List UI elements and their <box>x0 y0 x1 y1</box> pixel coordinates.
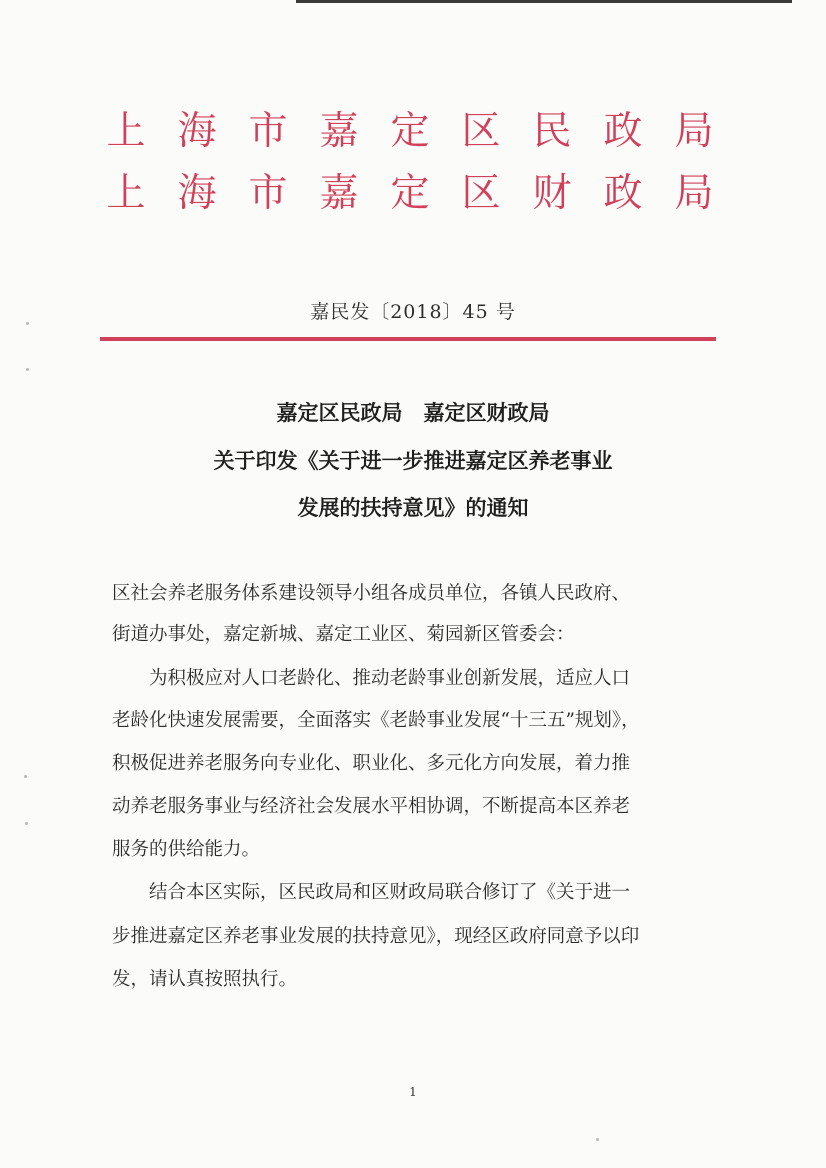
letterhead-char: 局 <box>674 109 714 154</box>
paragraph-line: 老龄化快速发展需要，全面落实《老龄事业发展“十三五”规划》， <box>112 710 640 731</box>
scan-edge-mark <box>296 0 792 3</box>
paragraph-line: 动养老服务事业与经济社会发展水平相协调，不断提高本区养老 <box>112 796 631 817</box>
letterhead-char: 市 <box>248 171 288 216</box>
letterhead-line-2 <box>104 164 716 224</box>
letterhead-char: 上 <box>106 109 146 154</box>
paragraph-line: 结合本区实际，区民政局和区财政局联合修订了《关于进一 <box>112 882 631 903</box>
paragraph-line: 为积极应对人口老龄化、推动老龄事业创新发展，适应人口 <box>112 668 631 689</box>
paragraph-line: 步推进嘉定区养老事业发展的扶持意见》，现经区政府同意予以印 <box>112 926 640 947</box>
letterhead-char: 嘉 <box>319 171 359 216</box>
letterhead-char: 定 <box>390 109 430 154</box>
title-line-2: 关于印发《关于进一步推进嘉定区养老事业 <box>213 449 613 473</box>
title-line-1: 嘉定区民政局 嘉定区财政局 <box>276 401 550 425</box>
addressee-line: 街道办事处，嘉定新城、嘉定工业区、菊园新区管委会： <box>112 624 575 645</box>
red-separator-line <box>100 337 716 341</box>
paragraph-line: 发，请认真按照执行。 <box>112 969 298 990</box>
letterhead-char: 民 <box>532 109 572 154</box>
letterhead-char: 上 <box>106 171 146 216</box>
scan-speck <box>26 368 29 371</box>
letterhead-char: 政 <box>603 109 643 154</box>
letterhead-char: 区 <box>461 171 501 216</box>
paragraph-line: 积极促进养老服务向专业化、职业化、多元化方向发展，着力推 <box>112 753 631 774</box>
letterhead-char: 区 <box>461 109 501 154</box>
letterhead-char: 定 <box>390 171 430 216</box>
letterhead-char: 政 <box>603 171 643 216</box>
letterhead-char: 嘉 <box>319 109 359 154</box>
letterhead-char: 市 <box>248 109 288 154</box>
scan-speck <box>25 822 28 825</box>
page-number: 1 <box>409 1085 417 1099</box>
scan-speck <box>596 1138 599 1141</box>
letterhead-line-1 <box>104 102 716 162</box>
title-line-3: 发展的扶持意见》的通知 <box>297 496 529 520</box>
scan-speck <box>24 775 27 778</box>
paragraph-line: 服务的供给能力。 <box>112 839 261 860</box>
letterhead-char: 海 <box>177 109 217 154</box>
letterhead-char: 局 <box>674 171 714 216</box>
document-number: 嘉民发〔2018〕45 号 <box>310 301 516 323</box>
letterhead-char: 海 <box>177 171 217 216</box>
letterhead-char: 财 <box>532 171 572 216</box>
addressee-line: 区社会养老服务体系建设领导小组各成员单位，各镇人民政府、 <box>112 583 631 604</box>
